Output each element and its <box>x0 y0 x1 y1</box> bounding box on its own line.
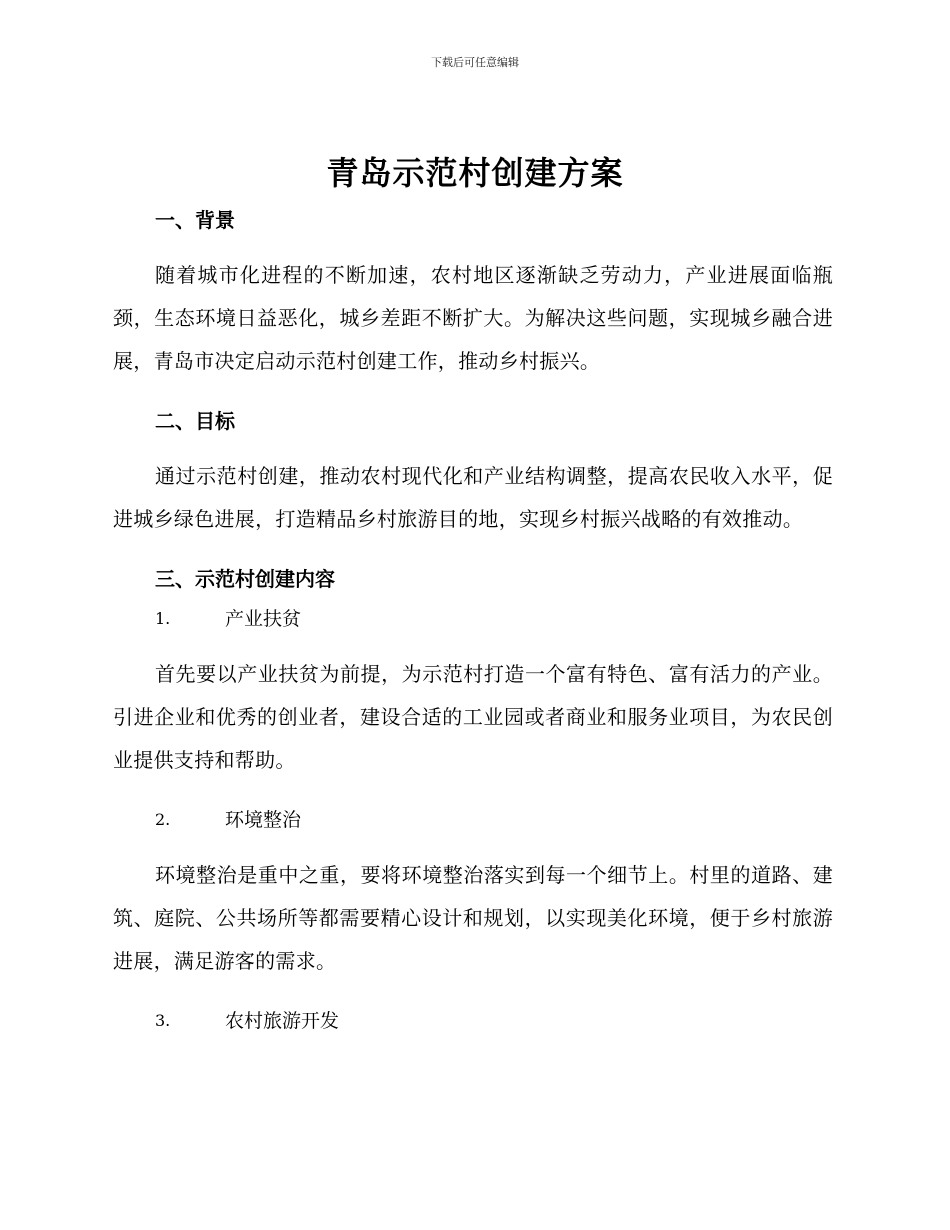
section-paragraph-background: 随着城市化进程的不断加速，农村地区逐渐缺乏劳动力，产业进展面临瓶颈，生态环境日益恶化，城乡差距不断扩大。为解决这些问题，实现城乡融合进展，青岛市决定启动示范村创建工作，推动乡村振兴。 <box>113 263 833 373</box>
section-paragraph-goals: 通过示范村创建，推动农村现代化和产业结构调整，提高农民收入水平，促进城乡绿色进展，打造精品乡村旅游目的地，实现乡村振兴战略的有效推动。 <box>113 464 833 531</box>
list-item-paragraph-environment: 环境整治是重中之重，要将环境整治落实到每一个细节上。村里的道路、建筑、庭院、公共场所等都需要精心设计和规划，以实现美化环境，便于乡村旅游进展，满足游客的需求。 <box>113 863 833 973</box>
list-item-title: 环境整治 <box>225 809 302 831</box>
section-heading-content: 三、示范村创建内容 <box>155 567 335 591</box>
list-item-paragraph-industry: 首先要以产业扶贫为前提，为示范村打造一个富有特色、富有活力的产业。引进企业和优秀的创业者，建设合适的工业园或者商业和服务业项目，为农民创业提供支持和帮助。 <box>113 662 833 772</box>
document-title: 青岛示范村创建方案 <box>326 154 624 192</box>
document-body <box>113 200 833 1047</box>
list-item-title: 农村旅游开发 <box>225 1010 340 1032</box>
list-item-number: 2. <box>155 810 171 829</box>
list-item-number: 3. <box>155 1011 171 1030</box>
list-item-environment <box>155 800 833 840</box>
section-heading-background: 一、背景 <box>155 208 235 232</box>
section-heading-goals: 二、目标 <box>155 409 235 433</box>
list-item-industry <box>155 599 833 639</box>
list-item-number: 1. <box>155 609 171 628</box>
list-item-title: 产业扶贫 <box>225 608 302 630</box>
list-item-tourism <box>155 1001 833 1041</box>
page-header: 下载后可任意编辑 <box>431 56 519 69</box>
